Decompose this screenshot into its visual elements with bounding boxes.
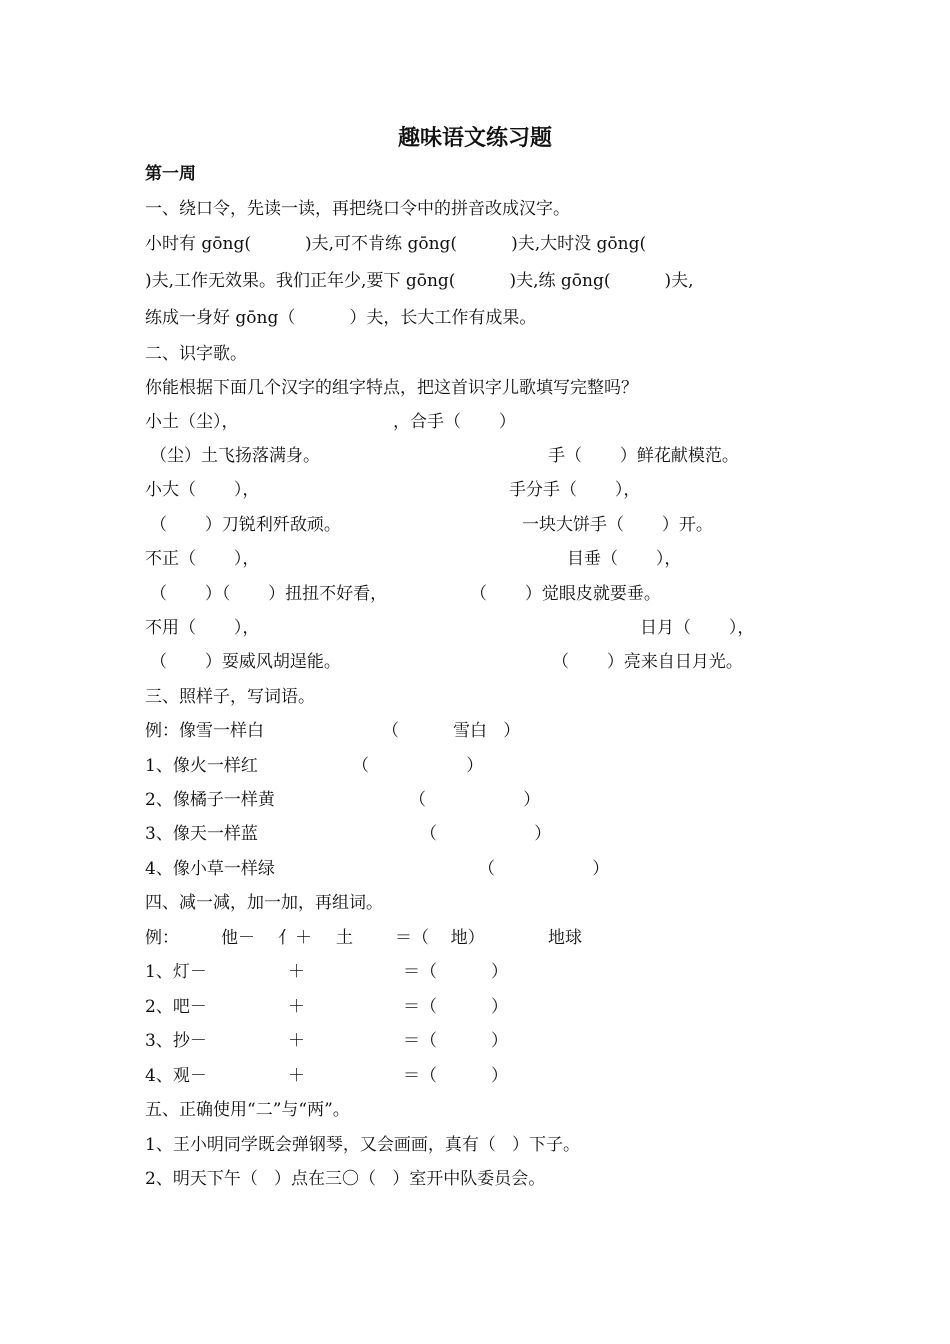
word-row-label: 1、像火一样红 bbox=[145, 756, 258, 776]
rhyme-left: 小土（尘）， bbox=[145, 412, 239, 432]
subtract-row: 2、吧－ bbox=[145, 997, 207, 1017]
rhyme-left: （ ）耍威风胡逞能。 bbox=[150, 652, 341, 672]
rhyme-right: 一块大饼手（ ）开。 bbox=[522, 515, 713, 535]
example-word: 地球 bbox=[548, 928, 582, 948]
section4-heading: 四、减一减，加一加，再组词。 bbox=[145, 893, 383, 913]
plus-sign: ＋ bbox=[288, 1066, 305, 1086]
word-row-label: 2、像橘子一样黄 bbox=[145, 790, 275, 810]
result-blank: ＝（ ） bbox=[403, 1066, 509, 1086]
rhyme-right: 手（ ）鲜花献模范。 bbox=[548, 446, 739, 466]
rhyme-left: （ ）刀锐利歼敌顽。 bbox=[150, 515, 341, 535]
example-minus: 他－ bbox=[221, 928, 255, 948]
section2-heading: 二、识字歌。 bbox=[145, 344, 247, 364]
rhyme-right: ，合手（ ） bbox=[393, 412, 516, 432]
subtract-row: 1、灯－ bbox=[145, 962, 207, 982]
rhyme-left: 不正（ ）， bbox=[145, 549, 260, 569]
plus-sign: ＋ bbox=[288, 1031, 305, 1051]
rhyme-right: 日月（ ）， bbox=[640, 618, 755, 638]
example-plus: 亻＋ bbox=[278, 928, 312, 948]
word-row-label: 4、像小草一样绿 bbox=[145, 859, 275, 879]
question-2: 2、明天下午（ ）点在三〇（ ）室开中队委员会。 bbox=[145, 1169, 546, 1189]
section3-heading: 三、照样子，写词语。 bbox=[145, 687, 315, 707]
word-row-blank: （ 雪白 ） bbox=[382, 721, 521, 741]
result-blank: ＝（ ） bbox=[403, 962, 509, 982]
tongue-twister-line3: 练成一身好 gōng（ ）夫，长大工作有成果。 bbox=[145, 308, 537, 328]
subtract-row: 4、观－ bbox=[145, 1066, 207, 1086]
section5-heading: 五、正确使用“二”与“两”。 bbox=[145, 1100, 350, 1120]
example-result: ＝（ 地） bbox=[395, 928, 485, 948]
tongue-twister-line1: 小时有 gōng( )夫,可不肯练 gōng( )夫,大时没 gōng( bbox=[145, 234, 647, 254]
word-row-label: 例：像雪一样白 bbox=[145, 721, 264, 741]
section1-heading: 一、绕口令，先读一读，再把绕口令中的拼音改成汉字。 bbox=[145, 199, 570, 219]
week-heading: 第一周 bbox=[145, 164, 196, 184]
result-blank: ＝（ ） bbox=[403, 997, 509, 1017]
word-row-blank: （ ） bbox=[420, 824, 552, 844]
rhyme-right: 手分手（ ）， bbox=[509, 480, 641, 500]
question-1: 1、王小明同学既会弹钢琴，又会画画，真有（ ）下子。 bbox=[145, 1135, 581, 1155]
word-row-blank: （ ） bbox=[478, 859, 610, 879]
word-row-blank: （ ） bbox=[352, 756, 484, 776]
example-label: 例： bbox=[145, 928, 179, 948]
subtract-row: 3、抄－ bbox=[145, 1031, 207, 1051]
section2-intro: 你能根据下面几个汉字的组字特点，把这首识字儿歌填写完整吗？ bbox=[145, 378, 638, 398]
rhyme-right: （ ）亮来自日月光。 bbox=[552, 652, 743, 672]
rhyme-right: （ ）觉眼皮就要垂。 bbox=[470, 584, 661, 604]
rhyme-right: 目垂（ ）， bbox=[567, 549, 682, 569]
page-title: 趣味语文练习题 bbox=[397, 125, 552, 151]
plus-sign: ＋ bbox=[288, 962, 305, 982]
rhyme-left: 小大（ ）， bbox=[145, 480, 260, 500]
tongue-twister-line2: )夫,工作无效果。我们正年少,要下 gōng( )夫,练 gōng( )夫, bbox=[145, 271, 694, 291]
rhyme-left: 不用（ ）， bbox=[145, 618, 260, 638]
example-add: 土 bbox=[336, 928, 353, 948]
plus-sign: ＋ bbox=[288, 997, 305, 1017]
word-row-blank: （ ） bbox=[409, 790, 541, 810]
word-row-label: 3、像天一样蓝 bbox=[145, 824, 258, 844]
result-blank: ＝（ ） bbox=[403, 1031, 509, 1051]
rhyme-left: （尘）土飞扬落满身。 bbox=[150, 446, 320, 466]
rhyme-left: （ ）（ ）扭扭不好看， bbox=[150, 584, 388, 604]
